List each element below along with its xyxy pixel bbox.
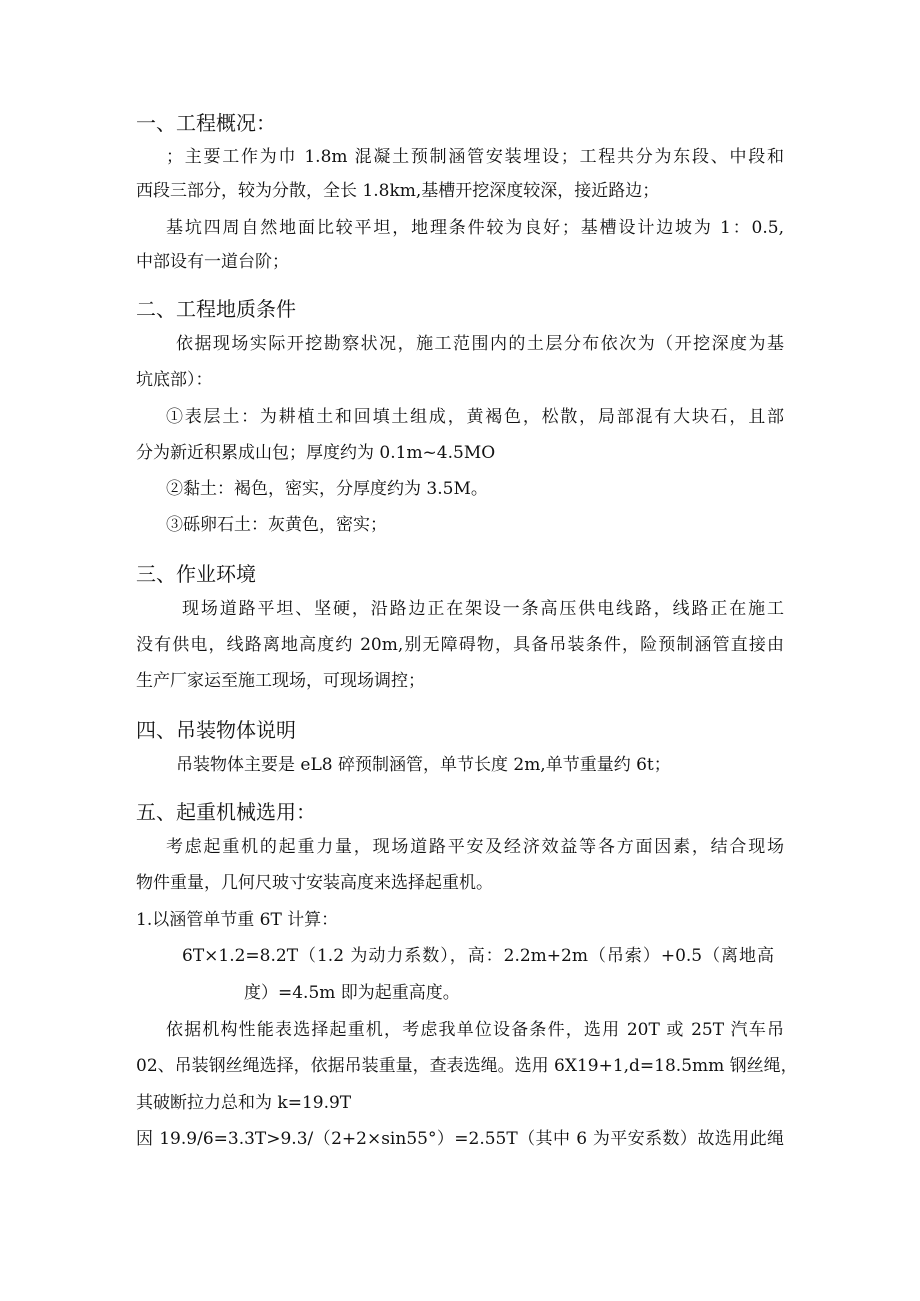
paragraph-line: ①表层土：为耕植土和回填土组成，黄褐色，松散，局部混有大块石，且部 xyxy=(166,407,784,427)
paragraph-line: 坑底部）： xyxy=(136,370,213,390)
paragraph-line: 依据机构性能表选择起重机，考虑我单位设备条件，选用 20T 或 25T 汽车吊 xyxy=(166,1020,784,1040)
paragraph-line: ；主要工作为巾 1.8m 混凝土预制涵管安装埋设；工程共分为东段、中段和 xyxy=(166,147,784,167)
section-heading-lifted-object: 四、吊装物体说明 xyxy=(136,718,296,742)
paragraph-line: ③砾卵石土：灰黄色，密实； xyxy=(166,515,387,535)
paragraph-line: ②黏土：褐色，密实，分厚度约为 3.5M。 xyxy=(166,479,488,499)
paragraph-line: 现场道路平坦、坚硬，沿路边正在架设一条高压供电线路，线路正在施工 xyxy=(182,599,784,619)
paragraph-line: 依据现场实际开挖勘察状况，施工范围内的土层分布依次为（开挖深度为基 xyxy=(176,334,784,354)
section-heading-overview: 一、工程概况： xyxy=(136,111,276,135)
paragraph-line: 其破断拉力总和为 k=19.9T xyxy=(136,1093,352,1113)
paragraph-line: 因 19.9/6=3.3T>9.3/（2+2×sin55°）=2.55T（其中 6 为平安系数）故选用此绳 xyxy=(136,1129,784,1149)
formula-line: 6T×1.2=8.2T（1.2 为动力系数），高：2.2m+2m（吊索）+0.5（离地高 xyxy=(182,946,774,966)
paragraph-line: 生产厂家运至施工现场，可现场调控； xyxy=(136,671,425,691)
paragraph-line: 基坑四周自然地面比较平坦，地理条件较为良好；基槽设计边坡为 1：0.5, xyxy=(166,218,784,238)
paragraph-line: 吊装物体主要是 eL8 碎预制涵管，单节长度 2m,单节重量约 6t； xyxy=(176,755,671,775)
paragraph-line: 分为新近积累成山包；厚度约为 0.1m~4.5MO xyxy=(136,443,496,463)
paragraph-line: 物件重量，几何尺玻寸安装高度来选择起重机。 xyxy=(136,873,493,893)
section-heading-geology: 二、工程地质条件 xyxy=(136,297,296,321)
paragraph-line: 1.以涵管单节重 6T 计算： xyxy=(136,910,339,930)
section-heading-environment: 三、作业环境 xyxy=(136,562,256,586)
paragraph-line: 考虑起重机的起重力量，现场道路平安及经济效益等各方面因素，结合现场 xyxy=(166,837,784,857)
paragraph-line: 没有供电，线路离地高度约 20m,别无障碍物，具备吊装条件，险预制涵管直接由 xyxy=(136,635,784,655)
formula-line: 度）=4.5m 即为起重高度。 xyxy=(244,983,460,1003)
paragraph-line: 02、吊装钢丝绳选择，依据吊装重量，查表选绳。选用 6X19+1,d=18.5mm 钢丝绳， xyxy=(136,1056,798,1076)
paragraph-line: 中部设有一道台阶； xyxy=(136,252,289,272)
section-heading-crane-selection: 五、起重机械选用： xyxy=(136,800,316,824)
paragraph-line: 西段三部分，较为分散，全长 1.8km,基槽开挖深度较深，接近路边； xyxy=(136,181,660,201)
